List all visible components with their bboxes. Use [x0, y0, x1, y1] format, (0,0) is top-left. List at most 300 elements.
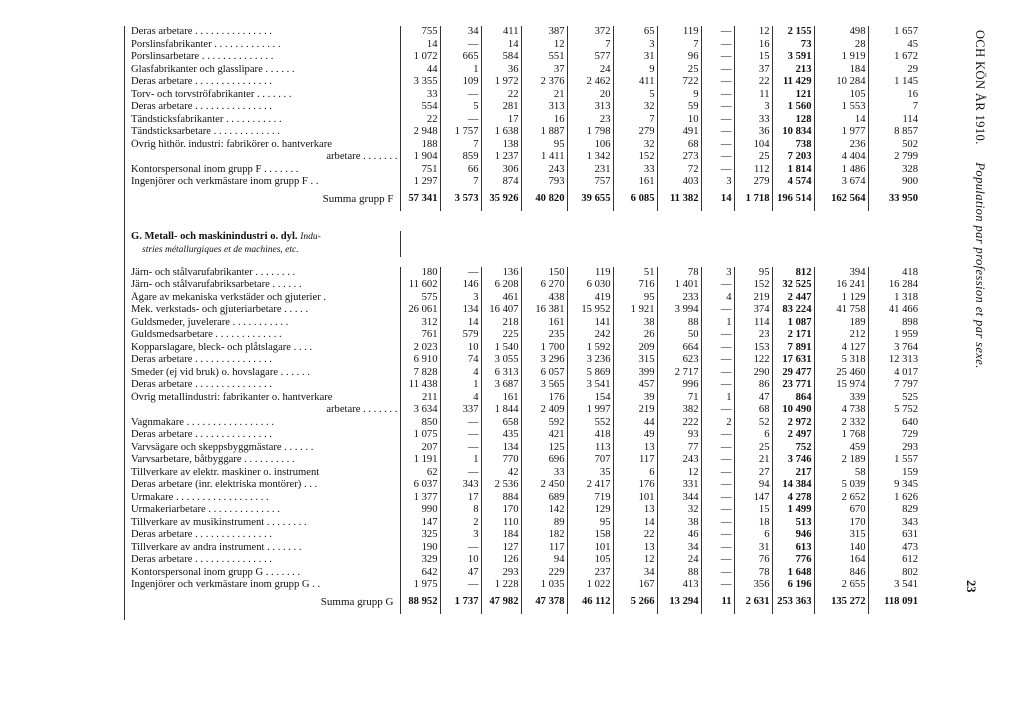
sum-label: Summa grupp F: [322, 193, 394, 206]
table-cell: 3 764: [868, 342, 920, 355]
table-row: [128, 114, 920, 127]
table-cell: 1 557: [868, 454, 920, 467]
table-row: [128, 504, 920, 517]
sum-cell: 1 718: [734, 189, 772, 211]
table-cell: 26 061: [400, 304, 440, 317]
table-cell: 2 023: [400, 342, 440, 355]
table-cell: 209: [613, 342, 657, 355]
sum-cell: 5 266: [613, 592, 657, 614]
table-cell: 3 994: [657, 304, 701, 317]
table-cell: 95: [734, 267, 772, 280]
table-cell: —: [701, 89, 734, 102]
table-cell: 22: [481, 89, 521, 102]
table-cell: 138: [481, 139, 521, 152]
table-row: [128, 554, 920, 567]
table-cell: 25: [734, 442, 772, 455]
row-label: Deras arbetare . . . . . . . . . . . . . . .: [131, 529, 272, 540]
table-cell: 28: [814, 39, 868, 52]
row-label: Deras arbetare . . . . . . . . . . . . . . .: [131, 554, 272, 565]
table-cell: —: [440, 417, 481, 430]
table-cell: 33: [400, 89, 440, 102]
row-label: Tändsticksarbetare . . . . . . . . . . . . .: [131, 126, 280, 137]
table-cell: 1 626: [868, 492, 920, 505]
table-cell: 158: [567, 529, 613, 542]
table-cell: 161: [481, 392, 521, 405]
table-cell: 1 411: [521, 151, 567, 164]
table-cell: 6: [734, 429, 772, 442]
sum-cell: 33 950: [868, 189, 920, 211]
table-cell: 14: [440, 317, 481, 330]
table-cell: 592: [521, 417, 567, 430]
table-cell: 1 972: [481, 76, 521, 89]
table-cell: 235: [521, 329, 567, 342]
heading-blank: [400, 231, 920, 244]
table-cell: 33: [613, 164, 657, 177]
table-cell: 7: [868, 101, 920, 114]
table-cell: 2 717: [657, 367, 701, 380]
table-cell: 1 318: [868, 292, 920, 305]
table-row: [128, 39, 920, 52]
table-row: [128, 392, 920, 405]
table-cell: 1 921: [613, 304, 657, 317]
table-cell: —: [701, 379, 734, 392]
table-cell: 243: [521, 164, 567, 177]
table-cell: 2 155: [772, 26, 814, 39]
table-cell: 2 171: [772, 329, 814, 342]
table-row: [128, 101, 920, 114]
table-cell: 411: [613, 76, 657, 89]
table-cell: 95: [567, 517, 613, 530]
table-cell: 3: [440, 292, 481, 305]
table-cell: 86: [734, 379, 772, 392]
group-g-sum: [128, 592, 920, 614]
table-cell: 167: [613, 579, 657, 592]
table-cell: 12: [521, 39, 567, 52]
table-cell: —: [701, 429, 734, 442]
table-cell: 575: [400, 292, 440, 305]
table-cell: 32: [613, 139, 657, 152]
table-cell: 11 438: [400, 379, 440, 392]
table-cell: 1 145: [868, 76, 920, 89]
table-cell: 152: [613, 151, 657, 164]
table-cell: 1 342: [567, 151, 613, 164]
table-cell: 29 477: [772, 367, 814, 380]
table-cell: 1: [440, 379, 481, 392]
table-cell: 41 466: [868, 304, 920, 317]
table-cell: 180: [400, 267, 440, 280]
table-cell: 44: [400, 64, 440, 77]
table-cell: 83 224: [772, 304, 814, 317]
table-cell: 47: [734, 392, 772, 405]
row-label: Deras arbetare . . . . . . . . . . . . . . .: [131, 76, 272, 87]
table-cell: —: [440, 542, 481, 555]
table-cell: 755: [400, 26, 440, 39]
table-cell: 243: [657, 454, 701, 467]
table-cell: 11 429: [772, 76, 814, 89]
table-cell: 3 541: [868, 579, 920, 592]
table-cell: 279: [734, 176, 772, 189]
table-cell: —: [701, 114, 734, 127]
table-cell: 23 771: [772, 379, 814, 392]
table-cell: 5 039: [814, 479, 868, 492]
table-cell: —: [440, 267, 481, 280]
table-cell: 101: [567, 542, 613, 555]
table-row: [128, 467, 920, 480]
table-cell: 1 486: [814, 164, 868, 177]
table-cell: 290: [734, 367, 772, 380]
table-cell: 136: [481, 267, 521, 280]
table-cell: —: [701, 329, 734, 342]
table-cell: 10 834: [772, 126, 814, 139]
table-cell: —: [701, 354, 734, 367]
sum-cell: 1 737: [440, 592, 481, 614]
group-f-rows: [128, 26, 920, 189]
table-cell: 337: [440, 404, 481, 417]
sum-row-group-f: [128, 189, 920, 211]
table-cell: 29: [868, 64, 920, 77]
table-cell: 2 376: [521, 76, 567, 89]
table-cell: 127: [481, 542, 521, 555]
table-cell: 9: [657, 89, 701, 102]
table-cell: —: [701, 304, 734, 317]
table-cell: 552: [567, 417, 613, 430]
table-cell: 39: [613, 392, 657, 405]
table-cell: 51: [613, 267, 657, 280]
table-cell: —: [701, 579, 734, 592]
table-cell: 418: [868, 267, 920, 280]
table-cell: 1: [440, 454, 481, 467]
table-cell: 21: [734, 454, 772, 467]
table-cell: 491: [657, 126, 701, 139]
table-cell: 1: [701, 317, 734, 330]
table-cell: 7: [440, 176, 481, 189]
table-cell: 3 634: [400, 404, 440, 417]
table-cell: —: [440, 429, 481, 442]
table-row: [128, 139, 920, 152]
table-cell: 50: [657, 329, 701, 342]
table-cell: 776: [772, 554, 814, 567]
table-cell: 1 401: [657, 279, 701, 292]
table-cell: 212: [814, 329, 868, 342]
table-cell: 4: [440, 392, 481, 405]
table-cell: 498: [814, 26, 868, 39]
sum-label: Summa grupp G: [320, 596, 394, 609]
table-cell: 109: [440, 76, 481, 89]
table-cell: 129: [567, 504, 613, 517]
table-cell: —: [701, 139, 734, 152]
sum-cell: 2 631: [734, 592, 772, 614]
sum-cell: 46 112: [567, 592, 613, 614]
table-cell: 4 017: [868, 367, 920, 380]
side-title-french: Population par profession et par sexe.: [973, 162, 987, 369]
sum-cell: 57 341: [400, 189, 440, 211]
sum-cell: 3 573: [440, 189, 481, 211]
table-row: [128, 429, 920, 442]
table-cell: 147: [734, 492, 772, 505]
table-cell: 2 189: [814, 454, 868, 467]
table-row: [128, 354, 920, 367]
table-cell: 38: [613, 317, 657, 330]
table-cell: 689: [521, 492, 567, 505]
table-row: [128, 279, 920, 292]
table-cell: 1 499: [772, 504, 814, 517]
table-cell: 3 591: [772, 51, 814, 64]
table-cell: 613: [772, 542, 814, 555]
table-cell: —: [701, 554, 734, 567]
sum-cell: 6 085: [613, 189, 657, 211]
table-cell: 26: [613, 329, 657, 342]
table-row: [128, 529, 920, 542]
table-cell: 12: [734, 26, 772, 39]
table-cell: 387: [521, 26, 567, 39]
table-cell: 829: [868, 504, 920, 517]
table-cell: 33: [521, 467, 567, 480]
table-cell: 164: [814, 554, 868, 567]
table-cell: 716: [613, 279, 657, 292]
table-cell: 793: [521, 176, 567, 189]
table-cell: 104: [734, 139, 772, 152]
table-cell: 6 057: [521, 367, 567, 380]
table-cell: 329: [400, 554, 440, 567]
table-cell: 665: [440, 51, 481, 64]
table-cell: 229: [521, 567, 567, 580]
table-cell: 96: [657, 51, 701, 64]
sum-cell: 35 926: [481, 189, 521, 211]
spacer-row: [128, 221, 920, 231]
table-cell: 2 409: [521, 404, 567, 417]
table-cell: —: [701, 39, 734, 52]
sum-cell: 47 378: [521, 592, 567, 614]
table-cell: 315: [613, 354, 657, 367]
table-cell: 457: [613, 379, 657, 392]
table-cell: 707: [567, 454, 613, 467]
table-row: [128, 317, 920, 330]
table-cell: 16: [521, 114, 567, 127]
table-cell: 411: [481, 26, 521, 39]
table-cell: 176: [613, 479, 657, 492]
table-cell: 31: [734, 542, 772, 555]
table-cell: 3 355: [400, 76, 440, 89]
table-cell: 16 381: [521, 304, 567, 317]
row-label: Kontorspersonal inom grupp G . . . . . . .: [131, 566, 301, 578]
table-cell: 631: [868, 529, 920, 542]
table-cell: 170: [481, 504, 521, 517]
table-cell: 859: [440, 151, 481, 164]
table-cell: 184: [814, 64, 868, 77]
table-cell: 119: [657, 26, 701, 39]
row-label: Kontorspersonal inom grupp F . . . . . . .: [131, 163, 299, 175]
table-cell: 18: [734, 517, 772, 530]
table-row: [128, 51, 920, 64]
table-cell: 47: [440, 567, 481, 580]
row-label: Deras arbetare (inr. elektriska montörer) . . .: [131, 479, 318, 490]
table-cell: 152: [734, 279, 772, 292]
sum-cell: 13 294: [657, 592, 701, 614]
table-cell: 6 270: [521, 279, 567, 292]
table-cell: 642: [400, 567, 440, 580]
table-cell: 219: [613, 404, 657, 417]
table-cell: 58: [814, 467, 868, 480]
table-cell: 4: [701, 292, 734, 305]
row-label: arbetare . . . . . . .: [326, 151, 398, 162]
table-cell: —: [701, 101, 734, 114]
table-cell: 14 384: [772, 479, 814, 492]
row-label: Tillverkare av musikinstrument . . . . . . . .: [131, 516, 307, 528]
table-cell: 1: [701, 392, 734, 405]
table-cell: 44: [613, 417, 657, 430]
sum-cell: 14: [701, 189, 734, 211]
table-cell: 6 037: [400, 479, 440, 492]
table-cell: 3: [701, 267, 734, 280]
table-cell: 170: [814, 517, 868, 530]
table-cell: 757: [567, 176, 613, 189]
table-cell: 17: [440, 492, 481, 505]
row-label: Varvsägare och skeppsbyggmästare . . . . . .: [131, 441, 314, 453]
table-cell: 419: [567, 292, 613, 305]
table-cell: 7 203: [772, 151, 814, 164]
row-label: Övrig hithör. industri: fabrikörer o. hantverkare: [131, 138, 332, 150]
table-cell: 161: [613, 176, 657, 189]
table-cell: 1 129: [814, 292, 868, 305]
table-row: [128, 76, 920, 89]
table-cell: 1 237: [481, 151, 521, 164]
table-cell: 473: [868, 542, 920, 555]
table-cell: 20: [567, 89, 613, 102]
row-label: Tillverkare av elektr. maskiner o. instrument: [131, 466, 320, 478]
table-cell: 32 525: [772, 279, 814, 292]
table-cell: —: [701, 26, 734, 39]
table-cell: 35: [567, 467, 613, 480]
table-cell: 16 241: [814, 279, 868, 292]
table-cell: 150: [521, 267, 567, 280]
table-cell: —: [701, 467, 734, 480]
table-cell: —: [701, 504, 734, 517]
table-cell: 6 208: [481, 279, 521, 292]
table-cell: 1 553: [814, 101, 868, 114]
table-cell: —: [701, 454, 734, 467]
table-cell: —: [701, 442, 734, 455]
table-cell: —: [701, 517, 734, 530]
table-cell: 31: [613, 51, 657, 64]
table-cell: 134: [440, 304, 481, 317]
table-cell: 1 887: [521, 126, 567, 139]
table-cell: 37: [521, 64, 567, 77]
row-label: Guldsmedsarbetare . . . . . . . . . . . . .: [131, 329, 282, 340]
sum-cell: 47 982: [481, 592, 521, 614]
table-cell: 59: [657, 101, 701, 114]
table-cell: 3 565: [521, 379, 567, 392]
table-cell: 14: [613, 517, 657, 530]
table-cell: 802: [868, 567, 920, 580]
table-cell: 16: [868, 89, 920, 102]
table-cell: 68: [734, 404, 772, 417]
table-cell: 374: [734, 304, 772, 317]
table-row: [128, 379, 920, 392]
table-cell: 8 857: [868, 126, 920, 139]
table-cell: —: [440, 579, 481, 592]
table-cell: 22: [734, 76, 772, 89]
row-label: Urmakeriarbetare . . . . . . . . . . . . . .: [131, 504, 280, 515]
table-cell: 5: [613, 89, 657, 102]
table-cell: 1 657: [868, 26, 920, 39]
table-cell: 140: [814, 542, 868, 555]
table-cell: 114: [734, 317, 772, 330]
table-cell: 211: [400, 392, 440, 405]
table-cell: 24: [657, 554, 701, 567]
table-cell: 141: [567, 317, 613, 330]
table-cell: 394: [814, 267, 868, 280]
table-cell: 752: [772, 442, 814, 455]
table-cell: 751: [400, 164, 440, 177]
table-row: [128, 89, 920, 102]
table-cell: 72: [657, 164, 701, 177]
table-cell: 9: [613, 64, 657, 77]
row-label: Ägare av mekaniska verkstäder och gjuterier .: [131, 291, 327, 303]
table-cell: 812: [772, 267, 814, 280]
table-cell: 13: [613, 504, 657, 517]
table-cell: 738: [772, 139, 814, 152]
table-cell: 3: [440, 529, 481, 542]
table-cell: 9 345: [868, 479, 920, 492]
table-cell: 14: [400, 39, 440, 52]
table-cell: 23: [567, 114, 613, 127]
row-label: Deras arbetare . . . . . . . . . . . . . . .: [131, 101, 272, 112]
row-label: Järn- och stålvarufabriksarbetare . . . . . .: [131, 279, 302, 290]
table-cell: 884: [481, 492, 521, 505]
table-cell: 502: [868, 139, 920, 152]
table-cell: 105: [814, 89, 868, 102]
table-cell: 761: [400, 329, 440, 342]
table-cell: 729: [868, 429, 920, 442]
table-cell: 513: [772, 517, 814, 530]
table-cell: 525: [868, 392, 920, 405]
table-cell: 146: [440, 279, 481, 292]
table-cell: 551: [521, 51, 567, 64]
table-cell: —: [440, 442, 481, 455]
table-cell: —: [701, 64, 734, 77]
table-cell: 62: [400, 467, 440, 480]
table-cell: 125: [521, 442, 567, 455]
table-cell: 32: [657, 504, 701, 517]
sum-cell: 253 363: [772, 592, 814, 614]
table-cell: 15: [734, 51, 772, 64]
table-cell: 1 022: [567, 579, 613, 592]
table-cell: 46: [657, 529, 701, 542]
table-cell: 325: [400, 529, 440, 542]
table-cell: 623: [657, 354, 701, 367]
table-cell: 1 377: [400, 492, 440, 505]
table-cell: 4 404: [814, 151, 868, 164]
table-cell: 95: [521, 139, 567, 152]
table-cell: 159: [868, 467, 920, 480]
table-cell: 66: [440, 164, 481, 177]
table-cell: 584: [481, 51, 521, 64]
row-label: Glasfabrikanter och glasslipare . . . . . .: [131, 63, 295, 75]
table-row: [128, 454, 920, 467]
table-cell: 36: [734, 126, 772, 139]
table-cell: 68: [657, 139, 701, 152]
table-cell: 5 318: [814, 354, 868, 367]
table-row: [128, 26, 920, 39]
table-cell: 1 638: [481, 126, 521, 139]
table-cell: 344: [657, 492, 701, 505]
statistics-table: [128, 26, 920, 614]
table-cell: 119: [567, 267, 613, 280]
table-cell: 6: [613, 467, 657, 480]
table-cell: 273: [657, 151, 701, 164]
table-cell: —: [701, 151, 734, 164]
table-cell: 93: [657, 429, 701, 442]
